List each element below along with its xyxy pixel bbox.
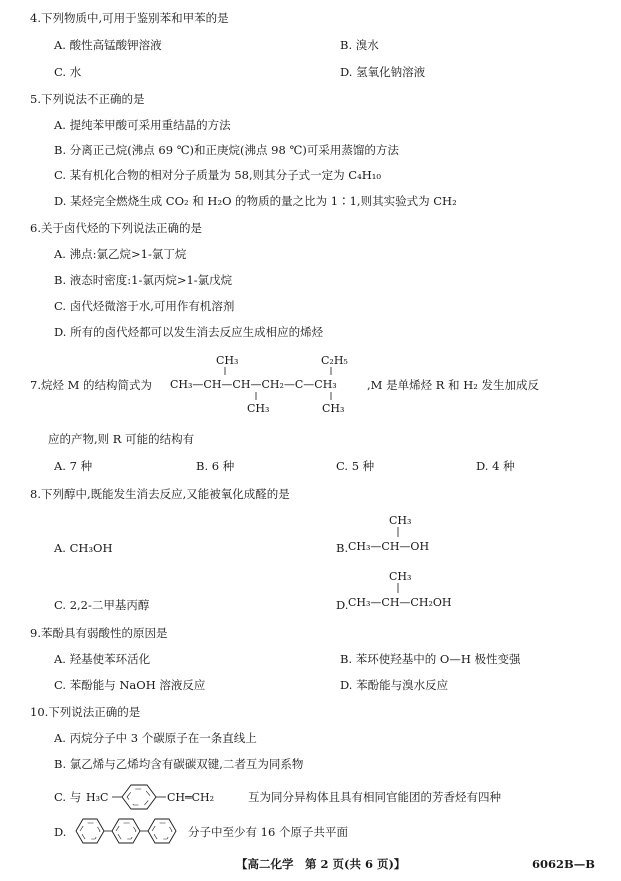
q8-option-c: C. 2,2-二甲基丙醇 <box>54 598 150 612</box>
q6-stem: 6.关于卤代烃的下列说法正确的是 <box>30 221 202 235</box>
q8-option-b-label: B. <box>336 541 349 555</box>
q10-option-d-label: D. <box>54 825 67 839</box>
q9-option-c: C. 苯酚能与 NaOH 溶液反应 <box>54 678 206 692</box>
q6-option-d: D. 所有的卤代烃都可以发生消去反应生成相应的烯烃 <box>54 325 324 339</box>
q9-option-b: B. 苯环使羟基中的 O—H 极性变强 <box>340 652 521 666</box>
q9-option-d: D. 苯酚能与溴水反应 <box>340 678 449 692</box>
q6-option-c: C. 卤代烃微溶于水,可用作有机溶剂 <box>54 299 235 313</box>
q9-option-a: A. 羟基使苯环活化 <box>54 652 151 666</box>
q10-c-methyl: H₃C <box>86 791 109 804</box>
q4-option-d: D. 氢氧化钠溶液 <box>340 65 426 79</box>
q5-stem: 5.下列说法不正确的是 <box>30 92 145 106</box>
q8-option-b-formula <box>348 510 468 556</box>
q10-option-d-text: 分子中至少有 16 个原子共平面 <box>188 825 348 839</box>
q4-stem: 4.下列物质中,可用于鉴别苯和甲苯的是 <box>30 11 229 25</box>
q10-stem: 10.下列说法正确的是 <box>30 705 141 719</box>
q7-option-c: C. 5 种 <box>336 459 375 473</box>
q4-option-b: B. 溴水 <box>340 38 379 52</box>
q5-option-c: C. 某有机化合物的相对分子质量为 58,则其分子式一定为 C₄H₁₀ <box>54 168 381 182</box>
q8-b-main: CH₃—CH—OH <box>348 540 430 553</box>
q7-option-a: A. 7 种 <box>54 459 93 473</box>
q9-stem: 9.苯酚具有弱酸性的原因是 <box>30 626 168 640</box>
q10-option-a: A. 丙烷分子中 3 个碳原子在一条直线上 <box>54 731 257 745</box>
q8-option-a: A. CH₃OH <box>54 541 113 555</box>
q7-stem-post: ,M 是单烯烃 R 和 H₂ 发生加成反 <box>367 378 540 392</box>
q8-d-main: CH₃—CH—CH₂OH <box>348 596 452 609</box>
q8-option-d-formula <box>348 566 488 612</box>
q10-option-b: B. 氯乙烯与乙烯均含有碳碳双键,二者互为同系物 <box>54 757 304 771</box>
terphenyl-structure-icon <box>70 814 190 848</box>
q5-option-a: A. 提纯苯甲酸可采用重结晶的方法 <box>54 118 231 132</box>
q10-c-structure <box>86 780 266 814</box>
q4-option-c: C. 水 <box>54 65 82 79</box>
page-footer: 【高二化学 第 2 页(共 6 页)】 <box>236 857 406 871</box>
q8-stem: 8.下列醇中,既能发生消去反应,又能被氧化成醛的是 <box>30 487 290 501</box>
q7-branch-bottom-2: CH₃ <box>322 402 345 415</box>
q7-branch-bottom-1: CH₃ <box>247 402 270 415</box>
q6-option-a: A. 沸点:氯乙烷>1-氯丁烷 <box>54 247 187 261</box>
q7-option-b: B. 6 种 <box>196 459 235 473</box>
q8-option-d-label: D. <box>336 598 349 612</box>
q7-branch-top-1: CH₃ <box>216 354 239 367</box>
q4-option-a: A. 酸性高锰酸钾溶液 <box>54 38 162 52</box>
q7-stem-cont: 应的产物,则 R 可能的结构有 <box>48 432 195 446</box>
q10-c-vinyl: CH═CH₂ <box>167 791 215 804</box>
q7-branch-top-2: C₂H₅ <box>321 354 348 367</box>
q7-structural-formula <box>170 350 370 420</box>
q7-main-chain: CH₃—CH—CH—CH₂—C—CH₃ <box>170 378 337 391</box>
q5-option-b: B. 分离正己烷(沸点 69 ℃)和正庚烷(沸点 98 ℃)可采用蒸馏的方法 <box>54 143 399 157</box>
q8-d-branch-top: CH₃ <box>389 570 412 583</box>
q5-option-d: D. 某烃完全燃烧生成 CO₂ 和 H₂O 的物质的量之比为 1∶1,则其实验式为 CH₂ <box>54 194 457 208</box>
exam-code: 6062B—B <box>532 857 595 871</box>
q8-b-branch-top: CH₃ <box>389 514 412 527</box>
q7-option-d: D. 4 种 <box>476 459 515 473</box>
q6-option-b: B. 液态时密度:1-氯丙烷>1-氯戊烷 <box>54 273 233 287</box>
q7-stem-pre: 7.烷烃 M 的结构简式为 <box>30 378 153 392</box>
q10-option-c-text: 互为同分异构体且具有相同官能团的芳香烃有四种 <box>248 790 501 804</box>
q10-option-c-label: C. 与 <box>54 790 82 804</box>
